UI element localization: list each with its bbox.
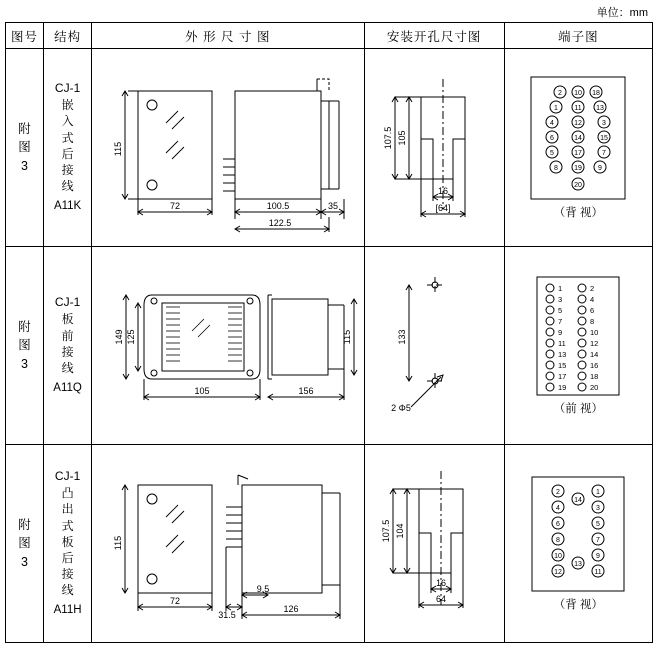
structure-model: A11K — [53, 200, 82, 213]
dim-label: 107.5 — [380, 519, 391, 543]
dim-label: 115 — [113, 535, 124, 551]
structure-char: 线 — [61, 583, 74, 598]
dim-label: 122.5 — [268, 218, 292, 228]
dim-label: 9.5 — [256, 584, 270, 594]
dim-label: 16 — [435, 578, 446, 588]
dimension-table — [5, 22, 653, 643]
outline-drawing-a11k — [92, 49, 362, 239]
structure-code: CJ-1 — [54, 468, 81, 483]
terminal-label: 18 — [590, 371, 599, 381]
header-cell-str: 结构 — [44, 23, 92, 49]
row-structure-cell — [44, 445, 92, 643]
terminal-label: 4 — [550, 119, 555, 127]
structure-char: 接 — [61, 567, 74, 582]
row-no-char: 3 — [21, 158, 28, 173]
terminal-label: 8 — [554, 164, 559, 172]
terminal-drawing-cell — [504, 49, 652, 247]
row-no-char: 附 — [18, 320, 31, 335]
table-header-row — [6, 23, 653, 49]
terminal-label: 3 — [602, 119, 607, 127]
terminal-label: 6 — [550, 134, 555, 142]
structure-char: 后 — [61, 146, 74, 161]
table-row — [6, 445, 653, 643]
row-no-char: 附 — [18, 122, 31, 137]
outline-drawing-cell — [92, 445, 364, 643]
row-structure-cell — [44, 49, 92, 247]
terminal-label: 9 — [596, 552, 601, 560]
terminal-label: 14 — [590, 349, 599, 359]
structure-code: CJ-1 — [54, 295, 81, 310]
terminal-label: 12 — [574, 119, 583, 127]
terminal-label: 7 — [602, 149, 607, 157]
row-no-char: 3 — [21, 356, 28, 371]
terminal-label: 6 — [590, 305, 595, 315]
dim-label: 16 — [437, 186, 448, 196]
terminal-label: 17 — [558, 371, 567, 381]
terminal-label: 11 — [558, 338, 567, 348]
table-row — [6, 247, 653, 445]
dim-label: 125 — [126, 329, 137, 345]
hole-drawing-a11q — [365, 247, 503, 437]
structure-char: 板 — [61, 312, 74, 327]
terminal-view-note: （前 视） — [553, 402, 603, 415]
row-no-char: 附 — [18, 518, 31, 533]
terminal-label: 12 — [590, 338, 599, 348]
terminal-label: 15 — [558, 360, 567, 370]
terminal-label: 4 — [556, 504, 561, 512]
terminal-label: 7 — [558, 316, 563, 326]
structure-char: 接 — [61, 344, 74, 359]
dim-label: 115 — [342, 329, 353, 345]
terminal-label: 14 — [574, 134, 583, 142]
dim-label: 100.5 — [266, 201, 290, 211]
outline-drawing-a11q — [92, 247, 362, 437]
terminal-label: 20 — [574, 181, 583, 189]
structure-char: 出 — [61, 502, 74, 517]
row-no-char: 图 — [18, 536, 31, 551]
terminal-label: 16 — [590, 360, 599, 370]
terminal-label: 10 — [554, 552, 563, 560]
dim-label: 105 — [396, 130, 407, 146]
terminal-label: 7 — [596, 536, 601, 544]
hole-drawing-a11h — [365, 445, 503, 635]
row-no-char: 图 — [18, 338, 31, 353]
header-cell-out: 外 形 尺 寸 图 — [92, 23, 364, 49]
terminal-label: 20 — [590, 382, 599, 392]
terminal-label: 13 — [574, 560, 583, 568]
terminal-label: 1 — [554, 104, 559, 112]
terminal-diagram-a11h — [531, 476, 625, 592]
terminal-label: 3 — [558, 294, 563, 304]
terminal-label: 11 — [574, 104, 582, 112]
dim-label: 31.5 — [218, 610, 236, 620]
structure-char: 后 — [61, 550, 74, 565]
terminal-label: 6 — [556, 520, 561, 528]
dim-label: 133 — [396, 329, 407, 345]
structure-char: 式 — [61, 130, 74, 145]
terminal-label: 10 — [574, 89, 583, 97]
row-no-char: 图 — [18, 140, 31, 155]
header-cell-term: 端子图 — [504, 23, 652, 49]
structure-char: 板 — [61, 534, 74, 549]
terminal-label: 8 — [590, 316, 595, 326]
terminal-label: 5 — [596, 520, 601, 528]
structure-model: A11Q — [53, 382, 82, 395]
dim-label: 72 — [170, 201, 181, 211]
header-cell-no: 图号 — [6, 23, 44, 49]
dim-label: 64 — [435, 594, 446, 604]
header-cell-hole: 安装开孔尺寸图 — [364, 23, 504, 49]
dim-label: 2 Φ5 — [390, 403, 411, 413]
terminal-label: 8 — [556, 536, 561, 544]
structure-char: 接 — [61, 163, 74, 178]
dim-label: 126 — [283, 604, 299, 614]
terminal-label: 13 — [558, 349, 567, 359]
structure-model: A11H — [53, 604, 82, 617]
row-no-cell — [6, 247, 44, 445]
row-no-char: 3 — [21, 554, 28, 569]
structure-char: 前 — [61, 328, 74, 343]
row-structure-cell — [44, 247, 92, 445]
dim-label: 104 — [394, 523, 405, 539]
terminal-label: 4 — [590, 294, 595, 304]
terminal-drawing-cell — [504, 247, 652, 445]
terminal-label: 9 — [558, 327, 563, 337]
dim-label: 107.5 — [382, 126, 393, 150]
dim-label: 105 — [194, 386, 210, 396]
terminal-label: 10 — [590, 327, 599, 337]
terminal-label: 9 — [598, 164, 603, 172]
terminal-label: 5 — [558, 305, 563, 315]
outline-drawing-cell — [92, 247, 364, 445]
terminal-label: 5 — [550, 149, 555, 157]
terminal-view-note: （背 视） — [553, 598, 603, 611]
terminal-label: 2 — [556, 488, 561, 496]
terminal-label: 19 — [558, 382, 567, 392]
terminal-drawing-cell — [504, 445, 652, 643]
terminal-label: 2 — [590, 283, 595, 293]
table-row — [6, 49, 653, 247]
terminal-label: 2 — [558, 89, 563, 97]
structure-char: 凸 — [61, 486, 74, 501]
terminal-label: 11 — [594, 568, 602, 576]
unit-note: 单位：mm — [596, 7, 648, 19]
dim-label: 72 — [170, 596, 181, 606]
terminal-label: 17 — [574, 149, 583, 157]
dim-label: [64] — [435, 203, 451, 213]
terminal-label: 3 — [596, 504, 601, 512]
row-no-cell — [6, 445, 44, 643]
structure-char: 线 — [61, 361, 74, 376]
terminal-label: 1 — [558, 283, 563, 293]
terminal-diagram-a11k — [530, 76, 626, 200]
outline-drawing-a11h — [92, 445, 362, 635]
structure-char: 式 — [61, 518, 74, 533]
outline-drawing-cell — [92, 49, 364, 247]
terminal-diagram-a11q — [536, 276, 620, 396]
hole-drawing-cell — [364, 445, 504, 643]
structure-char: 嵌 — [61, 98, 74, 113]
terminal-view-note: （背 视） — [553, 206, 603, 219]
structure-char: 入 — [61, 114, 74, 129]
terminal-label: 12 — [554, 568, 563, 576]
dim-label: 115 — [113, 141, 124, 157]
terminal-label: 19 — [574, 164, 583, 172]
dim-label: 149 — [114, 329, 125, 345]
structure-char: 线 — [61, 179, 74, 194]
terminal-label: 13 — [596, 104, 605, 112]
terminal-label: 15 — [600, 134, 609, 142]
dim-label: 35 — [328, 201, 339, 211]
hole-drawing-a11k — [365, 49, 503, 239]
hole-drawing-cell — [364, 247, 504, 445]
terminal-label: 18 — [592, 89, 601, 97]
terminal-label: 14 — [574, 496, 583, 504]
dim-label: 156 — [298, 386, 314, 396]
terminal-label: 1 — [596, 488, 601, 496]
hole-drawing-cell — [364, 49, 504, 247]
row-no-cell — [6, 49, 44, 247]
structure-code: CJ-1 — [54, 81, 81, 96]
